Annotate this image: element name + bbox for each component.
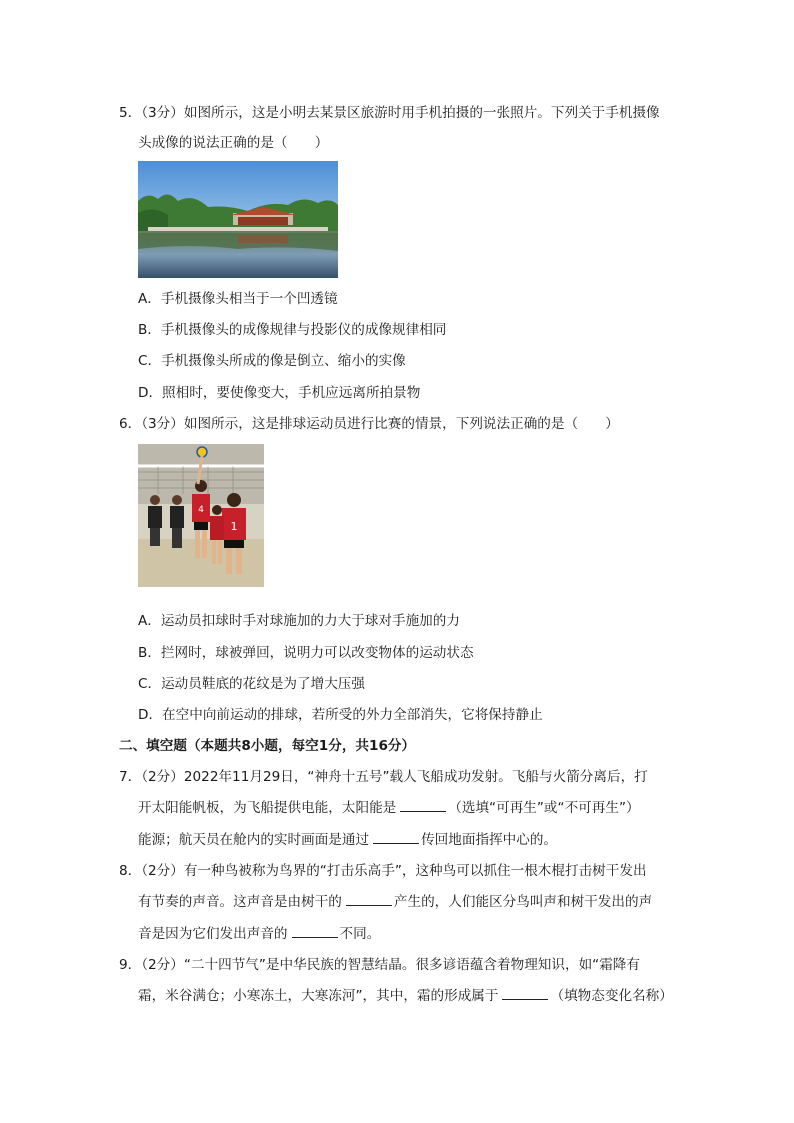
q9-blank-1[interactable] <box>502 986 548 1000</box>
q6-option-a: A．运动员扣球时手对球施加的力大于球对手施加的力 <box>138 613 460 629</box>
q6-volleyball-photo <box>138 444 264 587</box>
q6-option-b: B．拦网时，球被弹回，说明力可以改变物体的运动状态 <box>138 645 474 661</box>
q8-stem-line1: 8．（2分）有一种鸟被称为鸟界的“打击乐高手”，这种鸟可以抓住一根木棍打击树干发出 <box>119 863 647 879</box>
jersey-number-1: 1 <box>230 520 238 533</box>
q8-line3-text-b: 不同。 <box>339 926 381 942</box>
volleyball-ball <box>197 447 207 457</box>
q8-line3-text-a: 音是因为它们发出声音的 <box>138 926 288 942</box>
q9-stem-line1: 9．（2分）“二十四节气”是中华民族的智慧结晶。很多谚语蕴含着物理知识，如“霜降有 <box>119 957 640 973</box>
q5-option-b: B．手机摄像头的成像规律与投影仪的成像规律相同 <box>138 322 447 338</box>
q8-stem-line2 <box>138 892 652 912</box>
q8-blank-1[interactable] <box>346 892 392 906</box>
q9-line2-text-b: （填物态变化名称） <box>550 988 673 1004</box>
q7-line2-text-b: （选填“可再生”或“不可再生”） <box>448 800 640 816</box>
q6-option-c: C．运动员鞋底的花纹是为了增大压强 <box>138 676 365 692</box>
q5-option-c: C．手机摄像头所成的像是倒立、缩小的实像 <box>138 353 406 369</box>
q5-option-d: D．照相时，要使像变大，手机应远离所拍景物 <box>138 385 421 401</box>
q5-option-a: A．手机摄像头相当于一个凹透镜 <box>138 291 338 307</box>
q9-line2-text-a: 霜，米谷满仓；小寒冻土，大寒冻河”，其中，霜的形成属于 <box>138 988 499 1004</box>
q7-line3-text-b: 传回地面指挥中心的。 <box>421 832 558 848</box>
q8-stem-line3 <box>138 924 380 944</box>
q7-stem-line2 <box>138 798 640 818</box>
q5-stem-line2: 头成像的说法正确的是（ ） <box>138 135 329 151</box>
q8-blank-2[interactable] <box>292 924 338 938</box>
q5-stem-line1: 5．（3分）如图所示，这是小明去某景区旅游时用手机拍摄的一张照片。下列关于手机摄像 <box>119 105 660 121</box>
jersey-number-4: 4 <box>198 505 204 515</box>
q6-option-d: D．在空中向前运动的排球，若所受的外力全部消失，它将保持静止 <box>138 707 543 723</box>
q7-line2-text-a: 开太阳能帆板，为飞船提供电能，太阳能是 <box>138 800 397 816</box>
q9-stem-line2 <box>138 986 673 1006</box>
q7-blank-2[interactable] <box>373 830 419 844</box>
q7-stem-line3 <box>138 830 557 850</box>
q7-stem-line1: 7．（2分）2022年11月29日，“神舟十五号”载人飞船成功发射。飞船与火箭分离后，打 <box>119 769 648 785</box>
q7-line3-text-a: 能源；航天员在舱内的实时画面是通过 <box>138 832 370 848</box>
q7-blank-1[interactable] <box>400 798 446 812</box>
q5-lake-photo <box>138 161 338 278</box>
q8-line2-text-a: 有节奏的声音。这声音是由树干的 <box>138 894 342 910</box>
section-2-title: 二、填空题（本题共8小题，每空1分，共16分） <box>119 738 416 754</box>
q8-line2-text-b: 产生的，人们能区分鸟叫声和树干发出的声 <box>393 894 653 910</box>
q6-stem-line1: 6．（3分）如图所示，这是排球运动员进行比赛的情景，下列说法正确的是（ ） <box>119 416 619 432</box>
